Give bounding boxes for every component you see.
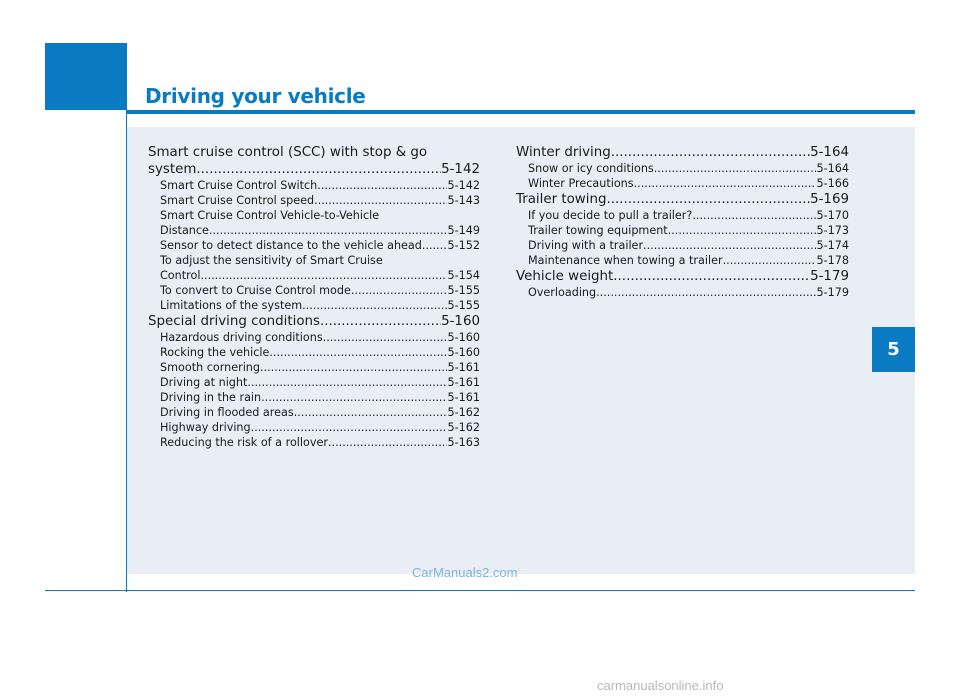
toc-item[interactable]	[148, 268, 480, 283]
toc-page: 5-160	[447, 346, 480, 359]
toc-page: 5-166	[816, 177, 849, 190]
header-tab-block	[45, 43, 127, 110]
toc-page: 5-162	[447, 406, 480, 419]
toc-page: 5-160	[441, 314, 480, 329]
toc-item-distance-line1[interactable]: Smart Cruise Control Vehicle-to-Vehicle	[160, 209, 380, 222]
toc-page: 5-149	[447, 224, 480, 237]
toc-page: 5-161	[447, 376, 480, 389]
toc-item[interactable]	[516, 208, 849, 223]
toc-item-sensitivity-line1[interactable]: To adjust the sensitivity of Smart Cruise	[160, 254, 383, 267]
toc-right-column	[516, 144, 849, 300]
toc-item[interactable]	[516, 253, 849, 268]
toc-label: Control	[160, 269, 201, 282]
toc-label: Driving with a trailer	[528, 239, 644, 252]
toc-item[interactable]	[148, 330, 480, 345]
toc-label: Reducing the risk of a rollover	[160, 436, 328, 449]
toc-label: Hazardous driving conditions	[160, 331, 323, 344]
toc-label: Driving in the rain	[160, 391, 262, 404]
toc-label: To convert to Cruise Control mode	[160, 284, 351, 297]
toc-label: Smart Cruise Control Switch	[160, 179, 318, 192]
toc-label: Smooth cornering	[160, 361, 260, 374]
toc-item[interactable]	[148, 360, 480, 375]
toc-item[interactable]	[148, 390, 480, 405]
toc-item[interactable]	[516, 238, 849, 253]
toc-heading-scc[interactable]: Smart cruise control (SCC) with stop & go	[148, 145, 428, 160]
toc-left-column	[148, 144, 480, 450]
bottom-border-line	[45, 590, 915, 591]
toc-heading-weight[interactable]	[516, 268, 849, 285]
toc-item[interactable]	[148, 298, 480, 313]
toc-item[interactable]	[148, 405, 480, 420]
toc-page: 5-152	[447, 239, 480, 252]
toc-page: 5-155	[447, 284, 480, 297]
toc-page: 5-179	[816, 286, 849, 299]
toc-page: 5-162	[447, 421, 480, 434]
toc-item[interactable]	[148, 420, 480, 435]
toc-page: 5-142	[441, 162, 480, 177]
toc-label: Winter Precautions	[528, 177, 634, 190]
toc-label: Maintenance when towing a trailer	[528, 254, 723, 267]
toc-label: Rocking the vehicle	[160, 346, 270, 359]
toc-label: Distance	[160, 224, 209, 237]
toc-page: 5-142	[447, 179, 480, 192]
chapter-tab[interactable]: 5	[872, 327, 915, 372]
toc-item[interactable]	[516, 161, 849, 176]
toc-label: Trailer towing equipment	[528, 224, 668, 237]
toc-page: 5-161	[447, 361, 480, 374]
toc-label: Highway driving	[160, 421, 251, 434]
toc-label: Overloading	[528, 286, 597, 299]
toc-label: Vehicle weight	[516, 269, 614, 284]
toc-label: Snow or icy conditions	[528, 162, 654, 175]
toc-label: Driving at night	[160, 376, 248, 389]
toc-label: Trailer towing	[516, 192, 607, 207]
toc-page: 5-160	[447, 331, 480, 344]
toc-label: Special driving conditions	[148, 314, 321, 329]
toc-page: 5-169	[810, 192, 849, 207]
toc-label: Winter driving	[516, 145, 611, 160]
toc-label: If you decide to pull a trailer?	[528, 209, 693, 222]
toc-item[interactable]	[516, 285, 849, 300]
toc-page: 5-164	[816, 162, 849, 175]
footer-site-text: carmanualsonline.info	[597, 678, 724, 693]
toc-item[interactable]	[148, 223, 480, 238]
toc-item[interactable]	[148, 193, 480, 208]
toc-item[interactable]	[148, 238, 480, 253]
toc-heading-special[interactable]	[148, 313, 480, 330]
toc-item[interactable]	[148, 178, 480, 193]
toc-item[interactable]	[148, 435, 480, 450]
toc-page: 5-174	[816, 239, 849, 252]
toc-page: 5-154	[447, 269, 480, 282]
toc-page: 5-163	[447, 436, 480, 449]
toc-label: Limitations of the system	[160, 299, 303, 312]
title-underline	[127, 110, 915, 114]
toc-label: system	[148, 162, 197, 177]
toc-page: 5-143	[447, 194, 480, 207]
toc-heading-scc-cont[interactable]	[148, 161, 480, 178]
toc-item[interactable]	[148, 375, 480, 390]
watermark-text: CarManuals2.com	[412, 565, 518, 580]
toc-heading-trailer[interactable]	[516, 191, 849, 208]
toc-item[interactable]	[148, 283, 480, 298]
toc-page: 5-179	[810, 269, 849, 284]
toc-heading-winter[interactable]	[516, 144, 849, 161]
toc-item[interactable]	[516, 223, 849, 238]
toc-label: Driving in flooded areas	[160, 406, 294, 419]
toc-page: 5-170	[816, 209, 849, 222]
toc-page: 5-164	[810, 145, 849, 160]
toc-page: 5-173	[816, 224, 849, 237]
toc-item[interactable]	[516, 176, 849, 191]
toc-label: Smart Cruise Control speed	[160, 194, 315, 207]
toc-page: 5-178	[816, 254, 849, 267]
toc-label: Sensor to detect distance to the vehicle ahead	[160, 239, 422, 252]
toc-page: 5-155	[447, 299, 480, 312]
toc-item[interactable]	[148, 345, 480, 360]
toc-page: 5-161	[447, 391, 480, 404]
page-title: Driving your vehicle	[145, 84, 366, 108]
